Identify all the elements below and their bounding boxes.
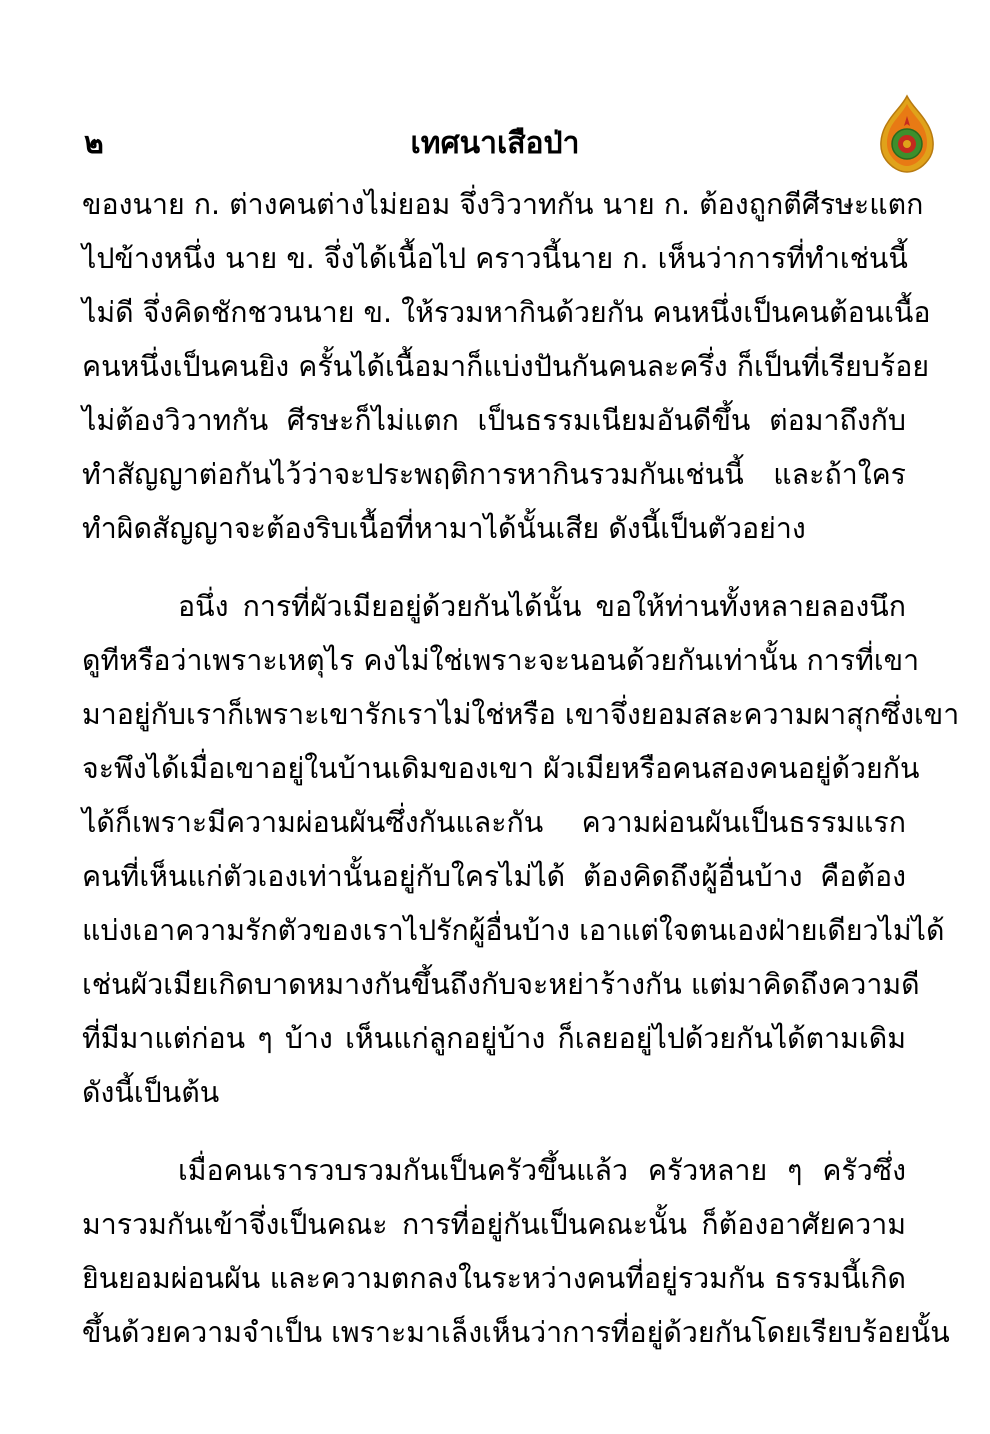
text-line: ทำสัญญาต่อกันไว้ว่าจะประพฤติการหากินรวมกันเช่นนี้ และถ้าใคร — [82, 458, 906, 491]
paragraph — [82, 580, 960, 1120]
text-line: ที่มีมาแต่ก่อน ๆ บ้าง เห็นแก่ลูกอยู่บ้าง ก็เลยอยู่ไปด้วยกันได้ตามเดิม — [82, 1022, 906, 1055]
text-line: คนที่เห็นแก่ตัวเองเท่านั้นอยู่กับใครไม่ได้ ต้องคิดถึงผู้อื่นบ้าง คือต้อง — [82, 860, 906, 893]
text-line: คนหนึ่งเป็นคนยิง ครั้นได้เนื้อมาก็แบ่งปันกันคนละครึ่ง ก็เป็นที่เรียบร้อย — [82, 350, 930, 383]
text-line: ทำผิดสัญญาจะต้องริบเนื้อที่หามาได้นั้นเสีย ดังนี้เป็นตัวอย่าง — [82, 512, 806, 545]
text-line: เมื่อคนเรารวบรวมกันเป็นครัวขึ้นแล้ว ครัวหลาย ๆ ครัวซึ่ง — [178, 1154, 906, 1187]
text-line: มารวมกันเข้าจึ่งเป็นคณะ การที่อยู่กันเป็นคณะนั้น ก็ต้องอาศัยความ — [82, 1208, 906, 1241]
paragraph — [82, 178, 931, 556]
text-line: ได้ก็เพราะมีความผ่อนผันซึ่งกันและกัน ความผ่อนผันเป็นธรรมแรก — [82, 806, 906, 839]
text-line: ดังนี้เป็นต้น — [82, 1076, 220, 1109]
body-text — [82, 178, 960, 1360]
text-line: แบ่งเอาความรักตัวของเราไปรักผู้อื่นบ้าง เอาแต่ใจตนเองฝ่ายเดียวไม่ได้ — [82, 914, 945, 947]
paragraph — [82, 1144, 950, 1360]
text-line: มาอยู่กับเราก็เพราะเขารักเราไม่ใช่หรือ เขาจึ่งยอมสละความผาสุกซึ่งเขา — [82, 698, 960, 731]
running-title: เทศนาเสือป่า — [410, 126, 580, 161]
text-line: ไม่ต้องวิวาทกัน ศีรษะก็ไม่แตก เป็นธรรมเนียมอันดีขึ้น ต่อมาถึงกับ — [82, 404, 906, 437]
text-line: ดูทีหรือว่าเพราะเหตุไร คงไม่ใช่เพราะจะนอนด้วยกันเท่านั้น การที่เขา — [82, 644, 920, 677]
text-line: ขึ้นด้วยความจำเป็น เพราะมาเล็งเห็นว่าการที่อยู่ด้วยกันโดยเรียบร้อยนั้น — [82, 1316, 950, 1349]
text-line: อนึ่ง การที่ผัวเมียอยู่ด้วยกันได้นั้น ขอให้ท่านทั้งหลายลองนึก — [178, 590, 906, 623]
royal-emblem-icon — [876, 94, 938, 174]
text-line: จะพึงได้เมื่อเขาอยู่ในบ้านเดิมของเขา ผัวเมียหรือคนสองคนอยู่ด้วยกัน — [82, 752, 920, 785]
page-number: ๒ — [84, 126, 104, 161]
text-line: ของนาย ก. ต่างคนต่างไม่ยอม จึ่งวิวาทกัน นาย ก. ต้องถูกตีศีรษะแตก — [82, 188, 924, 221]
text-line: ยินยอมผ่อนผัน และความตกลงในระหว่างคนที่อยู่รวมกัน ธรรมนี้เกิด — [82, 1262, 906, 1295]
text-line: ไม่ดี จึ่งคิดชักชวนนาย ข. ให้รวมหากินด้วยกัน คนหนึ่งเป็นคนต้อนเนื้อ — [82, 296, 931, 329]
text-line: ไปข้างหนึ่ง นาย ข. จึ่งได้เนื้อไป คราวนี้นาย ก. เห็นว่าการที่ทำเช่นนี้ — [82, 242, 908, 275]
text-line: เช่นผัวเมียเกิดบาดหมางกันขึ้นถึงกับจะหย่าร้างกัน แต่มาคิดถึงความดี — [82, 968, 920, 1001]
